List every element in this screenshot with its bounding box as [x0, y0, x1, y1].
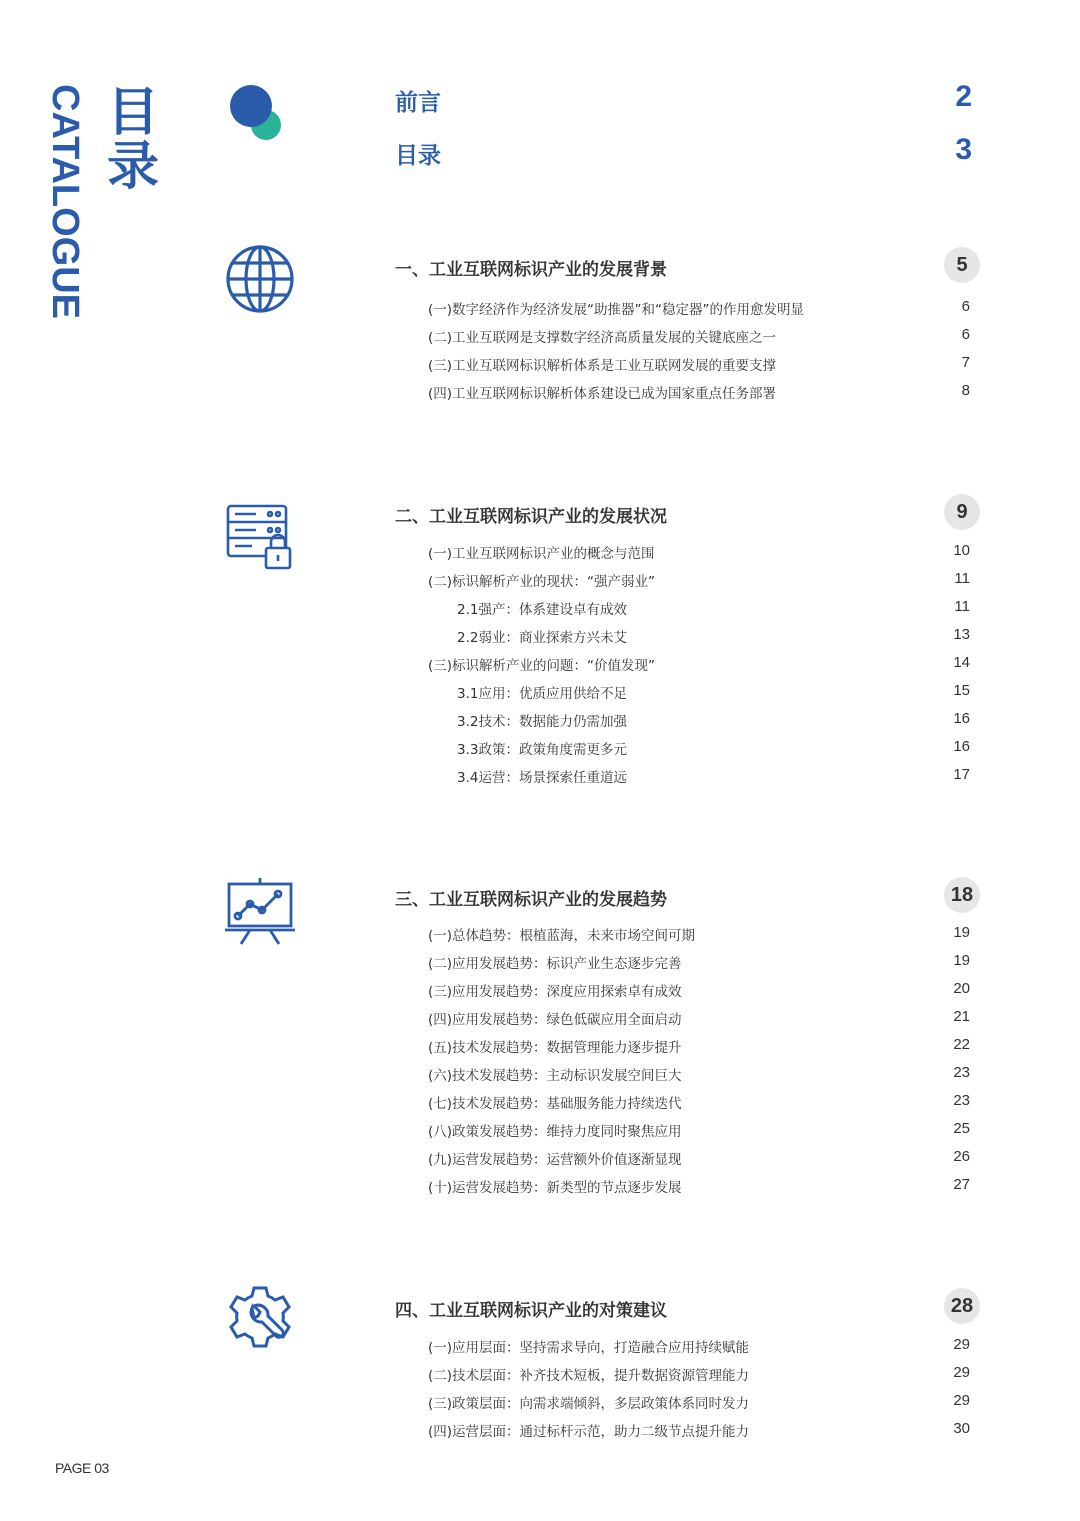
- toc-item-page: 27: [953, 1176, 970, 1193]
- server-lock-icon: [224, 500, 296, 572]
- toc-item-page: 25: [953, 1120, 970, 1137]
- title-char-2: 录: [106, 137, 159, 197]
- toc-item[interactable]: (四)工业互联网标识解析体系建设已成为国家重点任务部署: [428, 386, 777, 402]
- toc-item[interactable]: (二)技术层面：补齐技术短板，提升数据资源管理能力: [428, 1368, 750, 1384]
- toc-item-page: 6: [961, 326, 970, 343]
- toc-item[interactable]: (四)运营层面：通过标杆示范，助力二级节点提升能力: [428, 1424, 750, 1440]
- toc-item[interactable]: (九)运营发展趋势：运营额外价值逐渐显现: [428, 1152, 682, 1168]
- toc-item[interactable]: (四)应用发展趋势：绿色低碳应用全面启动: [428, 1012, 682, 1028]
- section-1-title[interactable]: 一、工业互联网标识产业的发展背景: [395, 260, 667, 280]
- globe-icon: [224, 243, 296, 315]
- section-3-page-badge: 18: [944, 877, 980, 913]
- toc-item-page: 29: [953, 1392, 970, 1409]
- toc-item[interactable]: (一)总体趋势：根植蓝海，未来市场空间可期: [428, 928, 696, 944]
- catalogue-title-cn: [103, 83, 163, 197]
- toc-item-page: 29: [953, 1364, 970, 1381]
- toc-item[interactable]: (十)运营发展趋势：新类型的节点逐步发展: [428, 1180, 682, 1196]
- toc-item-page: 15: [953, 682, 970, 699]
- toc-preface[interactable]: 前言: [395, 90, 441, 116]
- toc-item-page: 6: [961, 298, 970, 315]
- page-number-footer: PAGE 03: [55, 1460, 109, 1476]
- toc-contents-page: 3: [955, 133, 972, 166]
- section-3-title[interactable]: 三、工业互联网标识产业的发展趋势: [395, 890, 667, 910]
- toc-item-page: 23: [953, 1064, 970, 1081]
- toc-item[interactable]: (一)数字经济作为经济发展“助推器”和“稳定器”的作用愈发明显: [428, 302, 805, 318]
- toc-item[interactable]: (三)标识解析产业的问题：“价值发现”: [428, 658, 656, 674]
- toc-item-page: 19: [953, 952, 970, 969]
- gear-wrench-icon: [224, 1284, 296, 1356]
- toc-subitem[interactable]: 3.3政策：政策角度需更多元: [457, 742, 627, 758]
- toc-item-page: 11: [954, 598, 970, 615]
- section-2-title[interactable]: 二、工业互联网标识产业的发展状况: [395, 507, 667, 527]
- toc-item-page: 21: [953, 1008, 970, 1025]
- toc-item-page: 13: [953, 626, 970, 643]
- dots-logo-icon: [228, 84, 288, 146]
- toc-item-page: 17: [953, 766, 970, 783]
- toc-item[interactable]: (八)政策发展趋势：维持力度同时聚焦应用: [428, 1124, 682, 1140]
- toc-item-page: 14: [953, 654, 970, 671]
- toc-contents[interactable]: 目录: [395, 143, 441, 169]
- toc-item-page: 7: [961, 354, 970, 371]
- toc-item-page: 16: [953, 710, 970, 727]
- section-4-title[interactable]: 四、工业互联网标识产业的对策建议: [395, 1301, 667, 1321]
- toc-item-page: 22: [953, 1036, 970, 1053]
- section-2-page-badge: 9: [944, 494, 980, 530]
- toc-item[interactable]: (二)应用发展趋势：标识产业生态逐步完善: [428, 956, 682, 972]
- catalogue-title-en: [44, 84, 92, 320]
- toc-preface-page: 2: [955, 80, 972, 113]
- toc-item-page: 11: [954, 570, 970, 587]
- section-4-page-badge: 28: [944, 1288, 980, 1324]
- toc-item-page: 30: [953, 1420, 970, 1437]
- toc-item[interactable]: (三)应用发展趋势：深度应用探索卓有成效: [428, 984, 682, 1000]
- toc-item[interactable]: (七)技术发展趋势：基础服务能力持续迭代: [428, 1096, 682, 1112]
- toc-item-page: 20: [953, 980, 970, 997]
- toc-item[interactable]: (二)标识解析产业的现状：“强产弱业”: [428, 574, 656, 590]
- toc-item-page: 29: [953, 1336, 970, 1353]
- toc-item-page: 19: [953, 924, 970, 941]
- toc-item[interactable]: (三)工业互联网标识解析体系是工业互联网发展的重要支撑: [428, 358, 777, 374]
- title-char-1: 目: [106, 83, 159, 143]
- toc-item[interactable]: (六)技术发展趋势：主动标识发展空间巨大: [428, 1068, 682, 1084]
- toc-item-page: 10: [953, 542, 970, 559]
- toc-subitem[interactable]: 2.2弱业：商业探索方兴未艾: [457, 630, 627, 646]
- toc-item-page: 26: [953, 1148, 970, 1165]
- toc-subitem[interactable]: 2.1强产：体系建设卓有成效: [457, 602, 627, 618]
- toc-item[interactable]: (一)应用层面：坚持需求导向，打造融合应用持续赋能: [428, 1340, 750, 1356]
- toc-item-page: 16: [953, 738, 970, 755]
- section-1-page-badge: 5: [944, 247, 980, 283]
- toc-subitem[interactable]: 3.1应用：优质应用供给不足: [457, 686, 627, 702]
- toc-item[interactable]: (一)工业互联网标识产业的概念与范围: [428, 546, 655, 562]
- toc-item-page: 8: [961, 382, 970, 399]
- toc-subitem[interactable]: 3.4运营：场景探索任重道远: [457, 770, 627, 786]
- presentation-chart-icon: [224, 876, 296, 948]
- toc-subitem[interactable]: 3.2技术：数据能力仍需加强: [457, 714, 627, 730]
- toc-item[interactable]: (五)技术发展趋势：数据管理能力逐步提升: [428, 1040, 682, 1056]
- toc-item[interactable]: (三)政策层面：向需求端倾斜，多层政策体系同时发力: [428, 1396, 750, 1412]
- toc-item-page: 23: [953, 1092, 970, 1109]
- catalogue-title-en-text: CATALOGUE: [44, 84, 86, 320]
- toc-item[interactable]: (二)工业互联网是支撑数字经济高质量发展的关键底座之一: [428, 330, 777, 346]
